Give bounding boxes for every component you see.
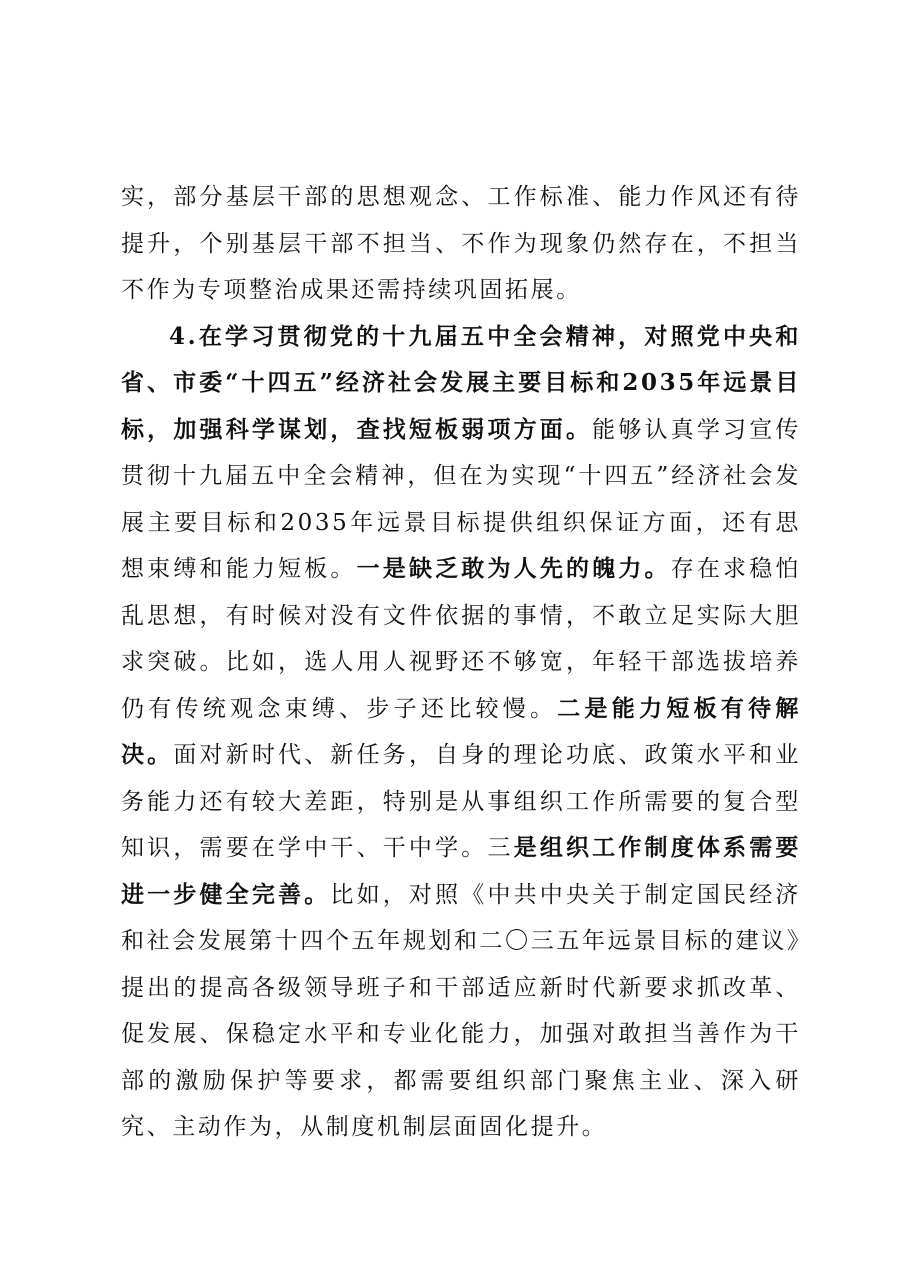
document-body bbox=[121, 174, 801, 1151]
section-4-heading: 4.在学习贯彻党的十九届五中全会精神，对照党中央和省、市委“十四五”经济社会发展主要目标和2035年远景目标，加强科学谋划，查找短板弱项方面。 bbox=[121, 322, 801, 443]
paragraph-continuation bbox=[121, 174, 801, 314]
point-3-title: 是组织工作制度体系需要进一步健全完善。 bbox=[121, 834, 801, 908]
point-3-prefix: 三 bbox=[487, 835, 514, 861]
point-2-title: 二是能力短板有待解决。 bbox=[121, 694, 801, 768]
paragraph-section-4 bbox=[121, 314, 801, 1151]
paragraph-1-text: 实，部分基层干部的思想观念、工作标准、能力作风还有待提升，个别基层干部不担当、不作为现象仍然存在，不担当不作为专项整治成果还需持续巩固拓展。 bbox=[121, 184, 801, 303]
section-4-intro: 能够认真学习宣传贯彻十九届五中全会精神，但在为实现“十四五”经济社会发展主要目标和2035年远景目标提供组织保证方面，还有思想束缚和能力短板。 bbox=[121, 416, 801, 582]
point-1-title: 一是缺乏敢为人先的魄力。 bbox=[356, 555, 671, 582]
point-3-text: 比如，对照《中共中央关于制定国民经济和社会发展第十四个五年规划和二〇三五年远景目标的建议》提出的提高各级领导班子和干部适应新时代新要求抓改革、促发展、保稳定水平和专业化能力，加强对敢担当善作为干部的激励保护等要求，都需要组织部门聚焦主业、深入研究、主动作为，从制度机制层面固化提升。 bbox=[121, 881, 801, 1140]
point-1-text: 存在求稳怕乱思想，有时候对没有文件依据的事情，不敢立足实际大胆求突破。比如，选人用人视野还不够宽，年轻干部选拔培养仍有传统观念束缚、步子还比较慢。 bbox=[121, 556, 802, 722]
point-2-text: 面对新时代、新任务，自身的理论功底、政策水平和业务能力还有较大差距，特别是从事组织工作所需要的复合型知识，需要在学中干、干中学。 bbox=[121, 742, 801, 861]
